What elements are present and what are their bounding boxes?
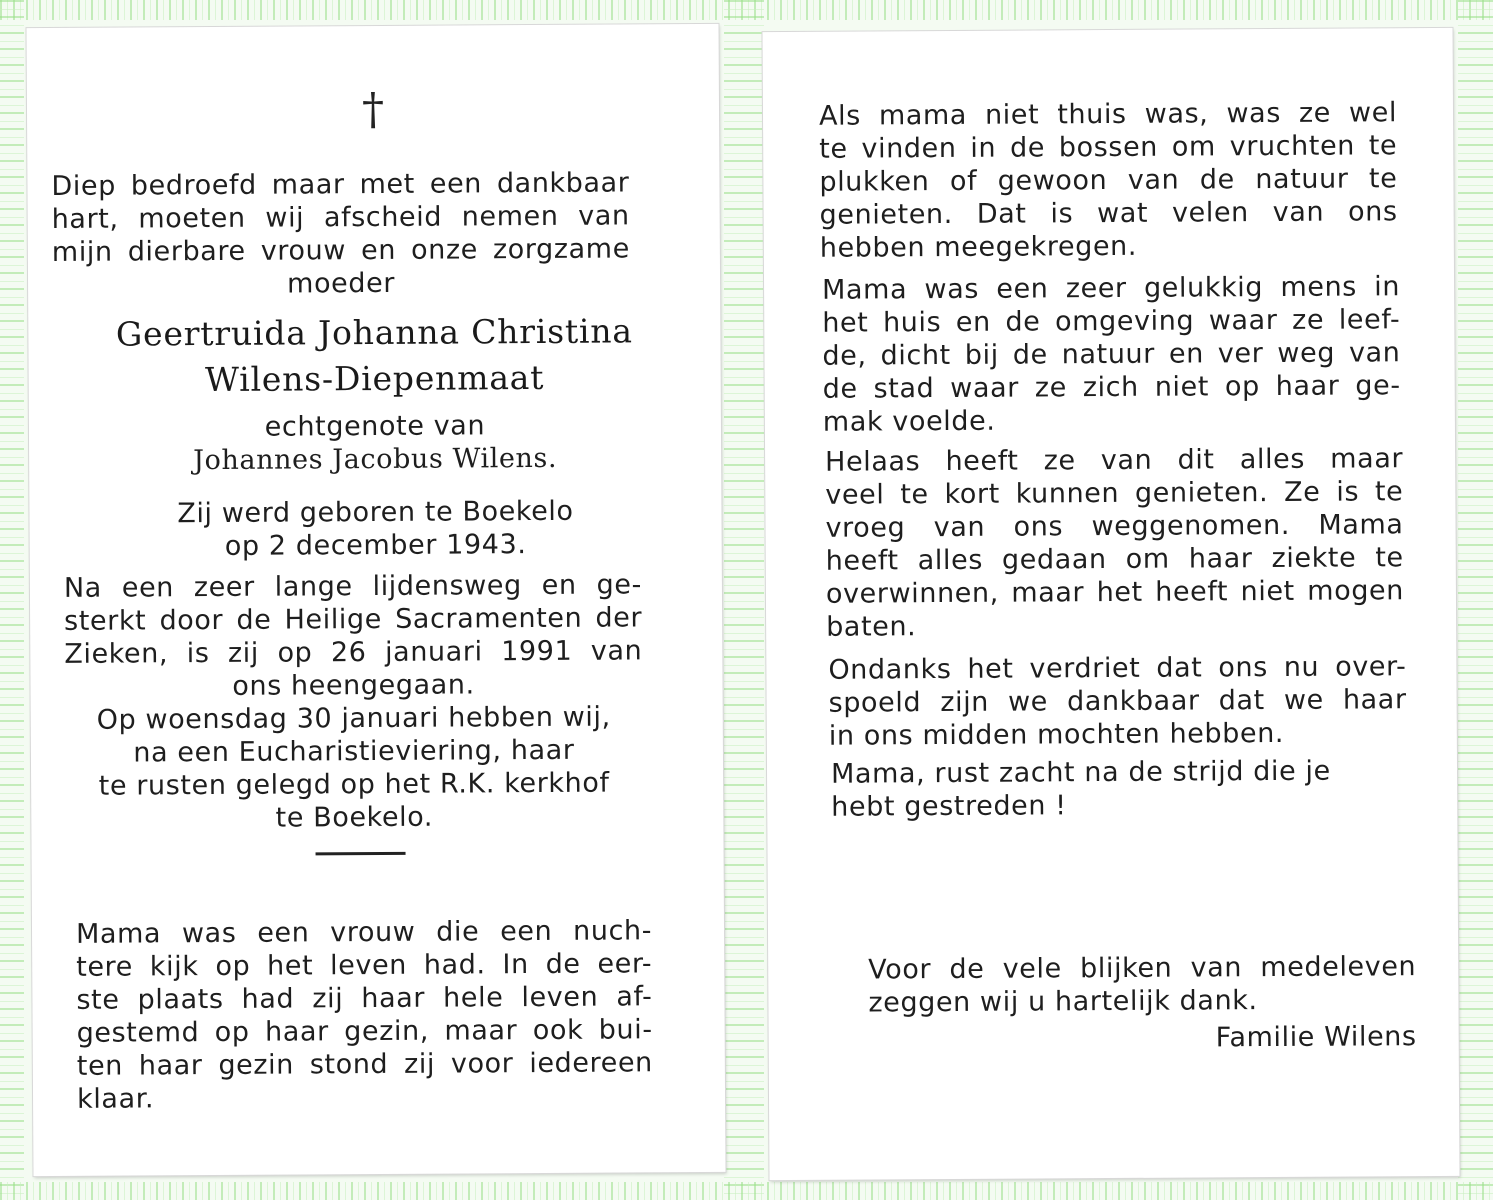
spouse-name: Johannes Jacobus Wilens. [193,442,558,477]
memory-line-last: klaar. [76,1083,155,1115]
scan-noise-middle [724,0,764,1200]
birth-block [29,494,721,564]
deceased-name-line1: Geertruida Johanna Christina [115,311,633,354]
memory-line: gestemd op haar gezin, maar ook bui- [76,1014,653,1049]
separator-line [316,852,406,856]
intro-line: hart, moeten wij afscheid nemen van [51,200,630,235]
text-line: Mama was een zeer gelukkig mens in [821,271,1401,306]
text-line-last: mak voelde. [822,405,996,438]
intro-line: Diep bedroefd maar met een dankbaar [51,167,630,202]
text-line: Ondanks het verdriet dat ons nu over- [828,651,1407,686]
intro-line: mijn dierbare vrouw en onze zorgzame [51,233,630,268]
text-line: de, dicht bij de natuur en ver weg van [822,337,1401,372]
text-line-last: hebben meegekregen. [819,230,1138,264]
text-line: heeft alles gedaan om haar ziekte te [825,542,1404,577]
death-line: Na een zeer lange lijdensweg en ge- [63,569,643,604]
memory-line: ten haar gezin stond zij voor iedereen [76,1047,653,1082]
intro-paragraph [51,166,630,302]
paragraph-happy [822,270,1401,439]
text-line-last: in ons midden mochten hebben. [828,717,1285,752]
text-line: Mama, rust zacht na de strijd die je [830,755,1331,790]
memory-line: ste plaats had zij haar hele leven af- [76,981,653,1016]
death-paragraph [64,568,643,704]
burial-line: te Boekelo. [275,801,434,834]
death-line-last: ons heengegaan. [232,669,475,702]
death-line: sterkt door de Heilige Sacramenten der [64,602,643,637]
text-line: overwinnen, maar het heeft niet mogen [825,575,1405,610]
deceased-name-line2: Wilens-Diepenmaat [204,357,545,400]
text-line: Als mama niet thuis was, was ze wel [818,97,1398,132]
paragraph-grateful [828,650,1407,753]
burial-line: Op woensdag 30 januari hebben wij, [96,701,611,736]
paragraph-illness [825,442,1404,644]
text-line: plukken of gewoon van de natuur te [819,163,1398,198]
birth-line: Zij werd geboren te Boekelo [177,495,574,530]
intro-line-last: moeder [287,267,396,300]
scan-noise-right [1458,0,1493,1200]
text-line: de stad waar ze zich niet op haar ge- [822,370,1401,405]
text-line-last: baten. [826,611,917,643]
scan-noise-left [0,0,24,1200]
cross-icon: † [361,83,385,136]
birth-line: op 2 december 1943. [224,529,527,562]
text-line: spoeld zijn we dankbaar dat we haar [828,684,1407,719]
family-signature: Familie Wilens [1215,1021,1417,1054]
burial-paragraph [65,700,644,836]
text-line: het huis en de omgeving waar ze leef- [822,304,1401,339]
paragraph-rest [831,754,1391,823]
burial-line: na een Eucharistieviering, haar [133,734,575,769]
text-line-last: hebt gestreden ! [831,790,1067,823]
memory-paragraph [76,914,653,1116]
memory-line: Mama was een vrouw die een nuch- [75,915,653,950]
spouse-prefix: echtgenote van [264,410,486,443]
thanks-block [868,950,1417,1056]
memorial-card-back [763,28,1460,1180]
spouse-block [29,408,721,478]
thanks-line: Voor de vele blijken van medeleven [868,951,1417,986]
text-line: vroeg van ons weggenomen. Mama [825,509,1404,544]
memory-line: tere kijk op het leven had. In de eer- [76,948,653,983]
thanks-line: zeggen wij u hartelijk dank. [868,985,1258,1019]
text-line: te vinden in de bossen om vruchten te [819,130,1398,165]
paragraph-nature [819,96,1398,265]
burial-line: te rusten gelegd op het R.K. kerkhof [98,767,610,802]
text-line: veel te kort kunnen genieten. Ze is te [825,476,1404,511]
death-line: Zieken, is zij op 26 januari 1991 van [64,635,643,670]
text-line: Helaas heeft ze van dit alles maar [825,443,1404,478]
memorial-card-front [27,24,726,1176]
scan-noise-bottom [0,1182,1493,1200]
text-line: genieten. Dat is wat velen van ons [819,196,1398,231]
